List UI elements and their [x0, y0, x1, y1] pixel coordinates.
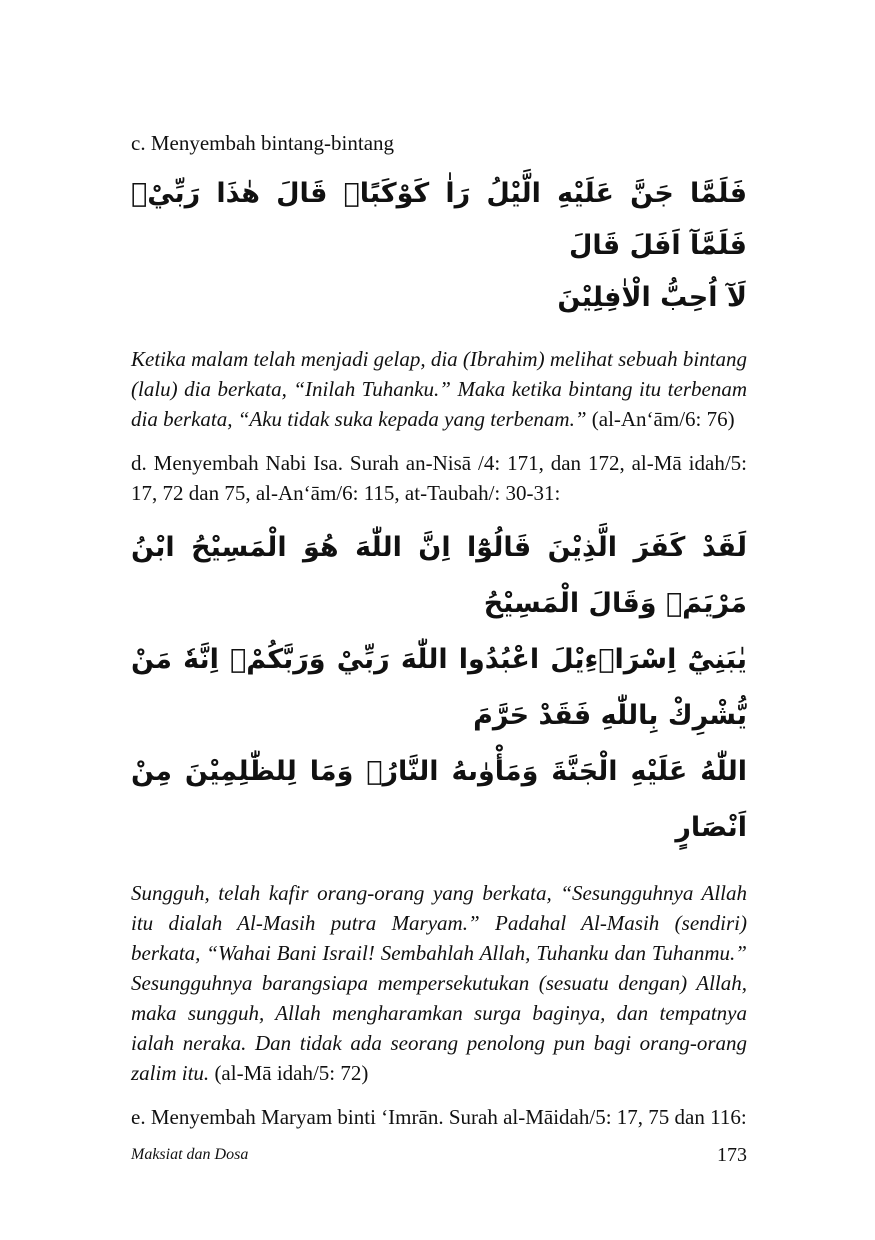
section-d-heading: d. Menyembah Nabi Isa. Surah an-Nisā /4: 171, dan 172, al-Mā idah/5: 17, 72 dan 75, al-An‘ām/6: 115, at-Taubah/: 30-31:	[131, 451, 747, 505]
section-c-translation: Ketika malam telah menjadi gelap, dia (Ibrahim) melihat sebuah bintang (lalu) dia berkata, “Inilah Tuhanku.” Maka ketika bintang itu terbenam dia berkata, “Aku tidak suka kepada yang terbenam.”	[131, 347, 747, 431]
arabic-line: اللّٰهُ عَلَيْهِ الْجَنَّةَ وَمَأْوٰىهُ النَّارُۗ وَمَا لِلظّٰلِمِيْنَ مِنْ اَنْصَارٍ	[131, 756, 747, 843]
section-c-arabic-verse	[131, 168, 747, 324]
footer-book-title: Maksiat dan Dosa	[131, 1146, 249, 1163]
section-d-reference: (al-Mā idah/5: 72)	[214, 1061, 369, 1085]
arabic-line: لَقَدْ كَفَرَ الَّذِيْنَ قَالُوْٓا اِنَّ اللّٰهَ هُوَ الْمَسِيْحُ ابْنُ مَرْيَمَۗ وَقَالَ الْمَسِيْحُ	[131, 532, 747, 619]
arabic-line: يٰبَنِيْٓ اِسْرَاۤءِيْلَ اعْبُدُوا اللّٰهَ رَبِّيْ وَرَبَّكُمْۗ اِنَّهٗ مَنْ يُّشْرِكْ بِاللّٰهِ فَقَدْ حَرَّمَ	[131, 644, 747, 731]
section-d-translation-block	[131, 878, 747, 1088]
arabic-line: فَلَمَّا جَنَّ عَلَيْهِ الَّيْلُ رَاٰ كَوْكَبًاۗ قَالَ هٰذَا رَبِّيْۚ فَلَمَّآ اَفَلَ قَالَ	[131, 178, 747, 261]
arabic-line: لَآ اُحِبُّ الْاٰفِلِيْنَ	[557, 282, 747, 313]
page-content	[131, 128, 747, 1132]
section-c-translation-block	[131, 344, 747, 434]
section-d-arabic-verse	[131, 520, 747, 856]
section-c-heading: c. Menyembah bintang-bintang	[131, 131, 395, 155]
section-e-heading: e. Menyembah Maryam binti ‘Imrān. Surah al-Māidah/5: 17, 75 dan 116:	[131, 1105, 747, 1129]
footer-page-number: 173	[717, 1144, 747, 1166]
section-c-reference: (al-An‘ām/6: 76)	[591, 407, 735, 431]
section-d-translation: Sungguh, telah kafir orang-orang yang berkata, “Sesungguhnya Allah itu dialah Al-Masih putra Maryam.” Padahal Al-Masih (sendiri) berkata, “Wahai Bani Israil! Sembahlah Allah, Tuhanku dan Tuhanmu.” Sesungguhnya barangsiapa mempersekutukan (sesuatu dengan) Allah, maka sungguh, Allah mengharamkan surga baginya, dan tempatnya ialah neraka. Dan tidak ada seorang penolong pun bagi orang-orang zalim itu.	[131, 881, 747, 1085]
